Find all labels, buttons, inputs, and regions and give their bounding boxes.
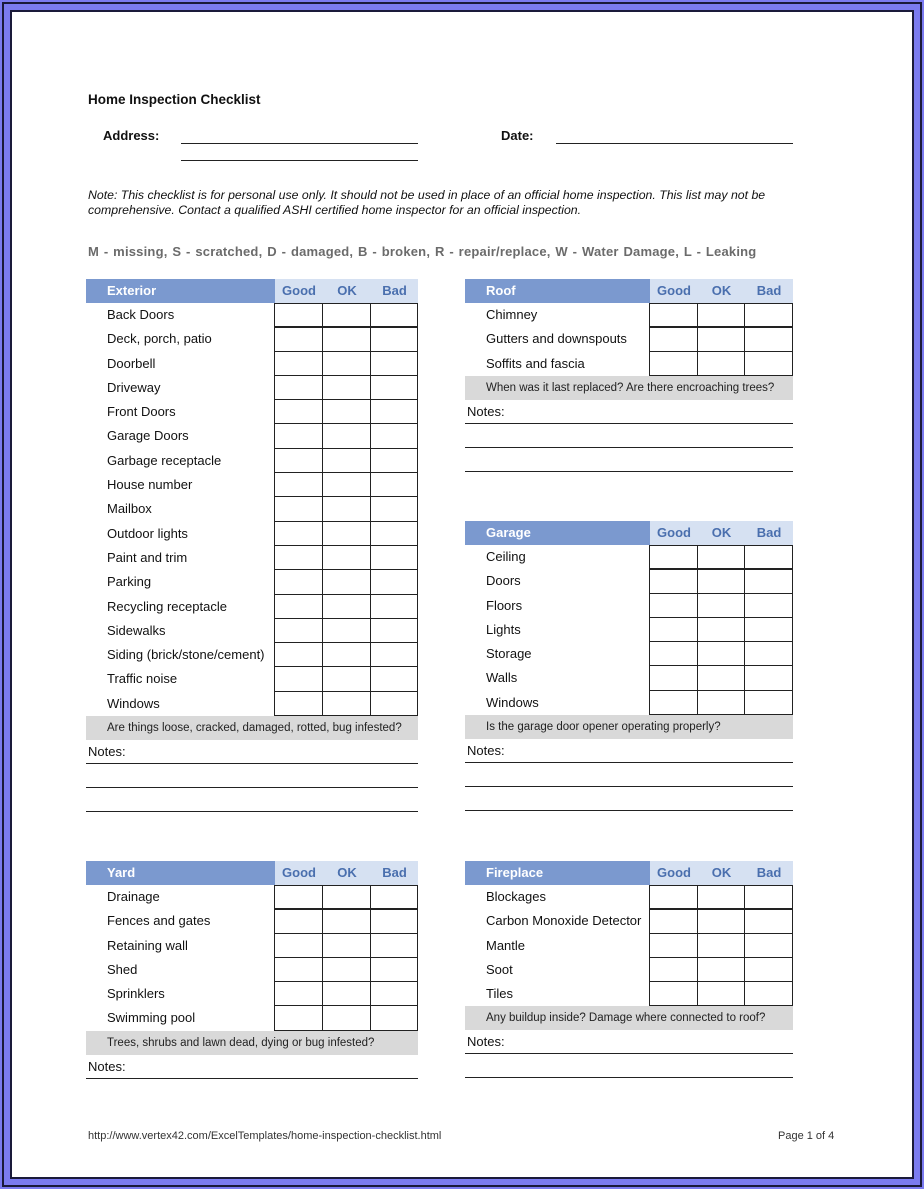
checkbox-good[interactable] [274, 594, 323, 619]
column-header-bad: Bad [745, 521, 793, 545]
column-header-bad: Bad [371, 279, 418, 303]
checkbox-bad[interactable] [744, 981, 793, 1006]
checkbox-ok[interactable] [322, 691, 371, 716]
item-label: Sprinklers [107, 986, 165, 1002]
notes-line[interactable] [86, 764, 418, 788]
checkbox-good[interactable] [274, 981, 323, 1006]
checkbox-ok[interactable] [697, 933, 745, 958]
checkbox-good[interactable] [649, 617, 698, 642]
checkbox-bad[interactable] [370, 521, 418, 546]
checkbox-good[interactable] [649, 568, 698, 593]
column-header-ok: OK [698, 279, 745, 303]
section-title: Fireplace [465, 861, 650, 885]
section-question: Are things loose, cracked, damaged, rotted, bug infested? [86, 716, 418, 740]
section-question: Trees, shrubs and lawn dead, dying or bug infested? [86, 1031, 418, 1055]
table-header [86, 861, 418, 885]
checkbox-good[interactable] [649, 690, 698, 715]
table-row [465, 594, 793, 618]
column-header-ok: OK [698, 861, 745, 885]
table-row [86, 449, 418, 473]
checkbox-ok[interactable] [322, 666, 371, 691]
table-row [86, 909, 418, 933]
table-row [86, 497, 418, 521]
item-label: Fences and gates [107, 913, 211, 929]
table-row [86, 570, 418, 594]
checkbox-good[interactable] [649, 885, 698, 910]
checkbox-ok[interactable] [322, 351, 371, 376]
checkbox-good[interactable] [649, 957, 698, 982]
checkbox-ok[interactable] [322, 448, 371, 473]
checkbox-ok[interactable] [322, 594, 371, 619]
section-question: Is the garage door opener operating properly? [465, 715, 793, 739]
table-row [86, 522, 418, 546]
section-title: Roof [465, 279, 650, 303]
checkbox-bad[interactable] [370, 375, 418, 400]
checkbox-good[interactable] [274, 375, 323, 400]
checkbox-bad[interactable] [744, 351, 793, 376]
checkbox-ok[interactable] [322, 885, 371, 910]
checkbox-bad[interactable] [370, 957, 418, 982]
table-row [86, 692, 418, 716]
item-label: Windows [486, 694, 539, 710]
item-label: Siding (brick/stone/cement) [107, 647, 265, 663]
checkbox-bad[interactable] [744, 617, 793, 642]
item-label: Drainage [107, 889, 160, 904]
checkbox-bad[interactable] [370, 545, 418, 570]
checkbox-ok[interactable] [697, 568, 745, 593]
checkbox-ok[interactable] [322, 569, 371, 594]
table-header [465, 279, 793, 303]
address-field-line-2[interactable] [181, 160, 418, 161]
checkbox-bad[interactable] [370, 666, 418, 691]
checkbox-good[interactable] [649, 545, 698, 570]
checkbox-good[interactable] [274, 496, 323, 521]
table-row [465, 569, 793, 593]
checkbox-bad[interactable] [370, 908, 418, 933]
item-label: Mailbox [107, 501, 152, 517]
item-label: Sidewalks [107, 622, 166, 638]
section-question: Any buildup inside? Damage where connected to roof? [465, 1006, 793, 1030]
item-label: Retaining wall [107, 937, 188, 953]
checkbox-bad[interactable] [744, 885, 793, 910]
page-title: Home Inspection Checklist [88, 92, 261, 107]
table-row [465, 545, 793, 569]
checkbox-good[interactable] [274, 472, 323, 497]
item-label: Blockages [486, 889, 546, 904]
checkbox-good[interactable] [649, 665, 698, 690]
footer-url[interactable]: http://www.vertex42.com/ExcelTemplates/home-inspection-checklist.html [88, 1130, 442, 1142]
checkbox-good[interactable] [649, 351, 698, 376]
section-yard [86, 861, 418, 1079]
checkbox-good[interactable] [649, 908, 698, 933]
checkbox-good[interactable] [649, 641, 698, 666]
checkbox-bad[interactable] [744, 326, 793, 351]
disclaimer-note: Note: This checklist is for personal use only. It should not be used in place of an official home inspection. This list may not be comprehensive. Contact a qualified ASHI certified home inspector for an official inspection. [88, 188, 766, 217]
checkbox-good[interactable] [649, 981, 698, 1006]
checkbox-ok[interactable] [322, 399, 371, 424]
column-header-good: Good [275, 279, 323, 303]
table-row [86, 667, 418, 691]
checkbox-good[interactable] [274, 908, 323, 933]
address-field-line-1[interactable] [181, 143, 418, 144]
date-field-line[interactable] [556, 143, 793, 144]
section-fireplace [465, 861, 793, 1078]
checkbox-bad[interactable] [370, 885, 418, 910]
column-header-ok: OK [323, 279, 371, 303]
notes-field[interactable]: Notes: [465, 739, 793, 763]
checkbox-bad[interactable] [744, 957, 793, 982]
table-row [86, 1006, 418, 1030]
checkbox-good[interactable] [274, 448, 323, 473]
checkbox-bad[interactable] [370, 691, 418, 716]
checkbox-bad[interactable] [370, 423, 418, 448]
checkbox-good[interactable] [274, 303, 323, 328]
condition-legend: M - missing, S - scratched, D - damaged, B - broken, R - repair/replace, W - Water Damage, L - Leaking [88, 244, 757, 259]
checkbox-good[interactable] [274, 1005, 323, 1030]
section-title: Exterior [86, 279, 275, 303]
checkbox-bad[interactable] [370, 399, 418, 424]
checkbox-ok[interactable] [322, 981, 371, 1006]
checkbox-bad[interactable] [744, 641, 793, 666]
item-label: Soffits and fascia [486, 355, 585, 371]
checkbox-ok[interactable] [697, 885, 745, 910]
item-label: Carbon Monoxide Detector [486, 913, 642, 929]
item-label: Ceiling [486, 549, 526, 564]
item-label: Floors [486, 597, 523, 613]
checkbox-good[interactable] [274, 666, 323, 691]
checkbox-ok[interactable] [697, 326, 745, 351]
column-header-bad: Bad [745, 861, 793, 885]
checkbox-ok[interactable] [322, 933, 371, 958]
checkbox-ok[interactable] [697, 617, 745, 642]
notes-line[interactable] [465, 787, 793, 811]
checkbox-bad[interactable] [744, 933, 793, 958]
checkbox-good[interactable] [274, 351, 323, 376]
checkbox-good[interactable] [274, 691, 323, 716]
column-header-bad: Bad [745, 279, 793, 303]
checkbox-good[interactable] [274, 326, 323, 351]
checkbox-good[interactable] [649, 593, 698, 618]
table-row [86, 400, 418, 424]
table-row [86, 982, 418, 1006]
column-header-bad: Bad [371, 861, 418, 885]
checkbox-bad[interactable] [744, 665, 793, 690]
checkbox-good[interactable] [274, 642, 323, 667]
checkbox-ok[interactable] [322, 908, 371, 933]
table-row [86, 958, 418, 982]
table-row [465, 352, 793, 376]
checkbox-good[interactable] [649, 933, 698, 958]
table-row [86, 376, 418, 400]
item-label: Driveway [107, 379, 161, 395]
table-row [86, 595, 418, 619]
checkbox-bad[interactable] [744, 568, 793, 593]
checkbox-ok[interactable] [322, 642, 371, 667]
checkbox-ok[interactable] [322, 957, 371, 982]
checkbox-bad[interactable] [744, 908, 793, 933]
item-label: Traffic noise [107, 671, 178, 687]
item-label: Outdoor lights [107, 525, 188, 541]
column-header-ok: OK [323, 861, 371, 885]
checkbox-bad[interactable] [744, 545, 793, 570]
column-header-good: Good [650, 861, 698, 885]
item-label: Front Doors [107, 404, 176, 420]
checkbox-good[interactable] [274, 569, 323, 594]
table-header [465, 861, 793, 885]
item-label: Deck, porch, patio [107, 331, 212, 347]
address-label: Address: [103, 128, 160, 143]
checkbox-ok[interactable] [322, 472, 371, 497]
checkbox-bad[interactable] [370, 981, 418, 1006]
item-label: Back Doors [107, 307, 175, 322]
checkbox-good[interactable] [649, 303, 698, 328]
table-row [86, 885, 418, 909]
table-row [465, 909, 793, 933]
footer-page-number: Page 1 of 4 [778, 1130, 835, 1142]
checkbox-bad[interactable] [370, 594, 418, 619]
checkbox-bad[interactable] [744, 593, 793, 618]
section-title: Yard [86, 861, 275, 885]
table-row [465, 934, 793, 958]
checkbox-ok[interactable] [322, 423, 371, 448]
notes-field[interactable]: Notes: [465, 1030, 793, 1054]
item-label: Swimming pool [107, 1010, 196, 1026]
checkbox-bad[interactable] [744, 690, 793, 715]
table-row [86, 546, 418, 570]
checkbox-ok[interactable] [697, 908, 745, 933]
checkbox-bad[interactable] [744, 303, 793, 328]
checkbox-bad[interactable] [370, 618, 418, 643]
notes-field[interactable]: Notes: [86, 740, 418, 764]
checkbox-ok[interactable] [322, 303, 371, 328]
checkbox-bad[interactable] [370, 933, 418, 958]
checkbox-good[interactable] [274, 885, 323, 910]
column-header-good: Good [650, 279, 698, 303]
table-row [465, 303, 793, 327]
checkbox-good[interactable] [274, 933, 323, 958]
checkbox-good[interactable] [274, 399, 323, 424]
checkbox-bad[interactable] [370, 472, 418, 497]
table-row [86, 473, 418, 497]
checkbox-ok[interactable] [697, 545, 745, 570]
column-header-good: Good [275, 861, 323, 885]
item-label: Storage [486, 646, 532, 662]
checkbox-ok[interactable] [322, 496, 371, 521]
checkbox-good[interactable] [649, 326, 698, 351]
item-label: House number [107, 477, 193, 493]
section-question: When was it last replaced? Are there encroaching trees? [465, 376, 793, 400]
section-exterior [86, 279, 418, 812]
checkbox-bad[interactable] [370, 569, 418, 594]
item-label: Doors [486, 573, 521, 589]
item-label: Tiles [486, 986, 513, 1002]
section-roof [465, 279, 793, 472]
checkbox-ok[interactable] [322, 375, 371, 400]
checkbox-bad[interactable] [370, 326, 418, 351]
item-label: Windows [107, 695, 160, 711]
checkbox-ok[interactable] [697, 957, 745, 982]
table-row [86, 303, 418, 327]
item-label: Garbage receptacle [107, 452, 222, 468]
item-label: Gutters and downspouts [486, 331, 627, 347]
checkbox-good[interactable] [274, 545, 323, 570]
checkbox-ok[interactable] [697, 593, 745, 618]
item-label: Garage Doors [107, 428, 189, 444]
notes-line[interactable] [465, 1054, 793, 1078]
section-title: Garage [465, 521, 650, 545]
column-header-ok: OK [698, 521, 745, 545]
checkbox-bad[interactable] [370, 496, 418, 521]
checkbox-ok[interactable] [697, 303, 745, 328]
notes-line[interactable] [465, 448, 793, 472]
checkbox-ok[interactable] [697, 641, 745, 666]
table-row [86, 643, 418, 667]
item-label: Paint and trim [107, 549, 188, 565]
checkbox-ok[interactable] [322, 618, 371, 643]
column-header-good: Good [650, 521, 698, 545]
notes-line[interactable] [465, 424, 793, 448]
checkbox-bad[interactable] [370, 642, 418, 667]
checkbox-good[interactable] [274, 521, 323, 546]
table-row [465, 982, 793, 1006]
checkbox-bad[interactable] [370, 1005, 418, 1030]
table-row [465, 618, 793, 642]
table-header [465, 521, 793, 545]
item-label: Lights [486, 621, 521, 637]
checkbox-ok[interactable] [697, 351, 745, 376]
notes-field[interactable]: Notes: [465, 400, 793, 424]
table-row [86, 327, 418, 351]
checkbox-bad[interactable] [370, 448, 418, 473]
item-label: Parking [107, 574, 152, 590]
item-label: Doorbell [107, 355, 156, 371]
item-label: Chimney [486, 307, 538, 322]
checkbox-ok[interactable] [322, 545, 371, 570]
table-row [465, 642, 793, 666]
table-row [465, 666, 793, 690]
checkbox-good[interactable] [274, 957, 323, 982]
notes-line[interactable] [465, 763, 793, 787]
item-label: Recycling receptacle [107, 598, 227, 614]
table-row [86, 934, 418, 958]
table-row [465, 958, 793, 982]
table-row [465, 327, 793, 351]
checkbox-ok[interactable] [322, 326, 371, 351]
table-header [86, 279, 418, 303]
table-row [465, 691, 793, 715]
checkbox-ok[interactable] [697, 981, 745, 1006]
checkbox-good[interactable] [274, 618, 323, 643]
table-row [86, 619, 418, 643]
notes-field[interactable]: Notes: [86, 1055, 418, 1079]
item-label: Shed [107, 961, 138, 977]
checkbox-ok[interactable] [322, 1005, 371, 1030]
checkbox-good[interactable] [274, 423, 323, 448]
checkbox-bad[interactable] [370, 303, 418, 328]
date-label: Date: [501, 128, 534, 143]
item-label: Soot [486, 961, 513, 977]
checkbox-ok[interactable] [697, 665, 745, 690]
item-label: Walls [486, 670, 518, 686]
checkbox-bad[interactable] [370, 351, 418, 376]
checkbox-ok[interactable] [697, 690, 745, 715]
table-row [86, 424, 418, 448]
table-row [86, 352, 418, 376]
notes-line[interactable] [86, 788, 418, 812]
section-garage [465, 521, 793, 811]
checkbox-ok[interactable] [322, 521, 371, 546]
item-label: Mantle [486, 937, 526, 953]
table-row [465, 885, 793, 909]
